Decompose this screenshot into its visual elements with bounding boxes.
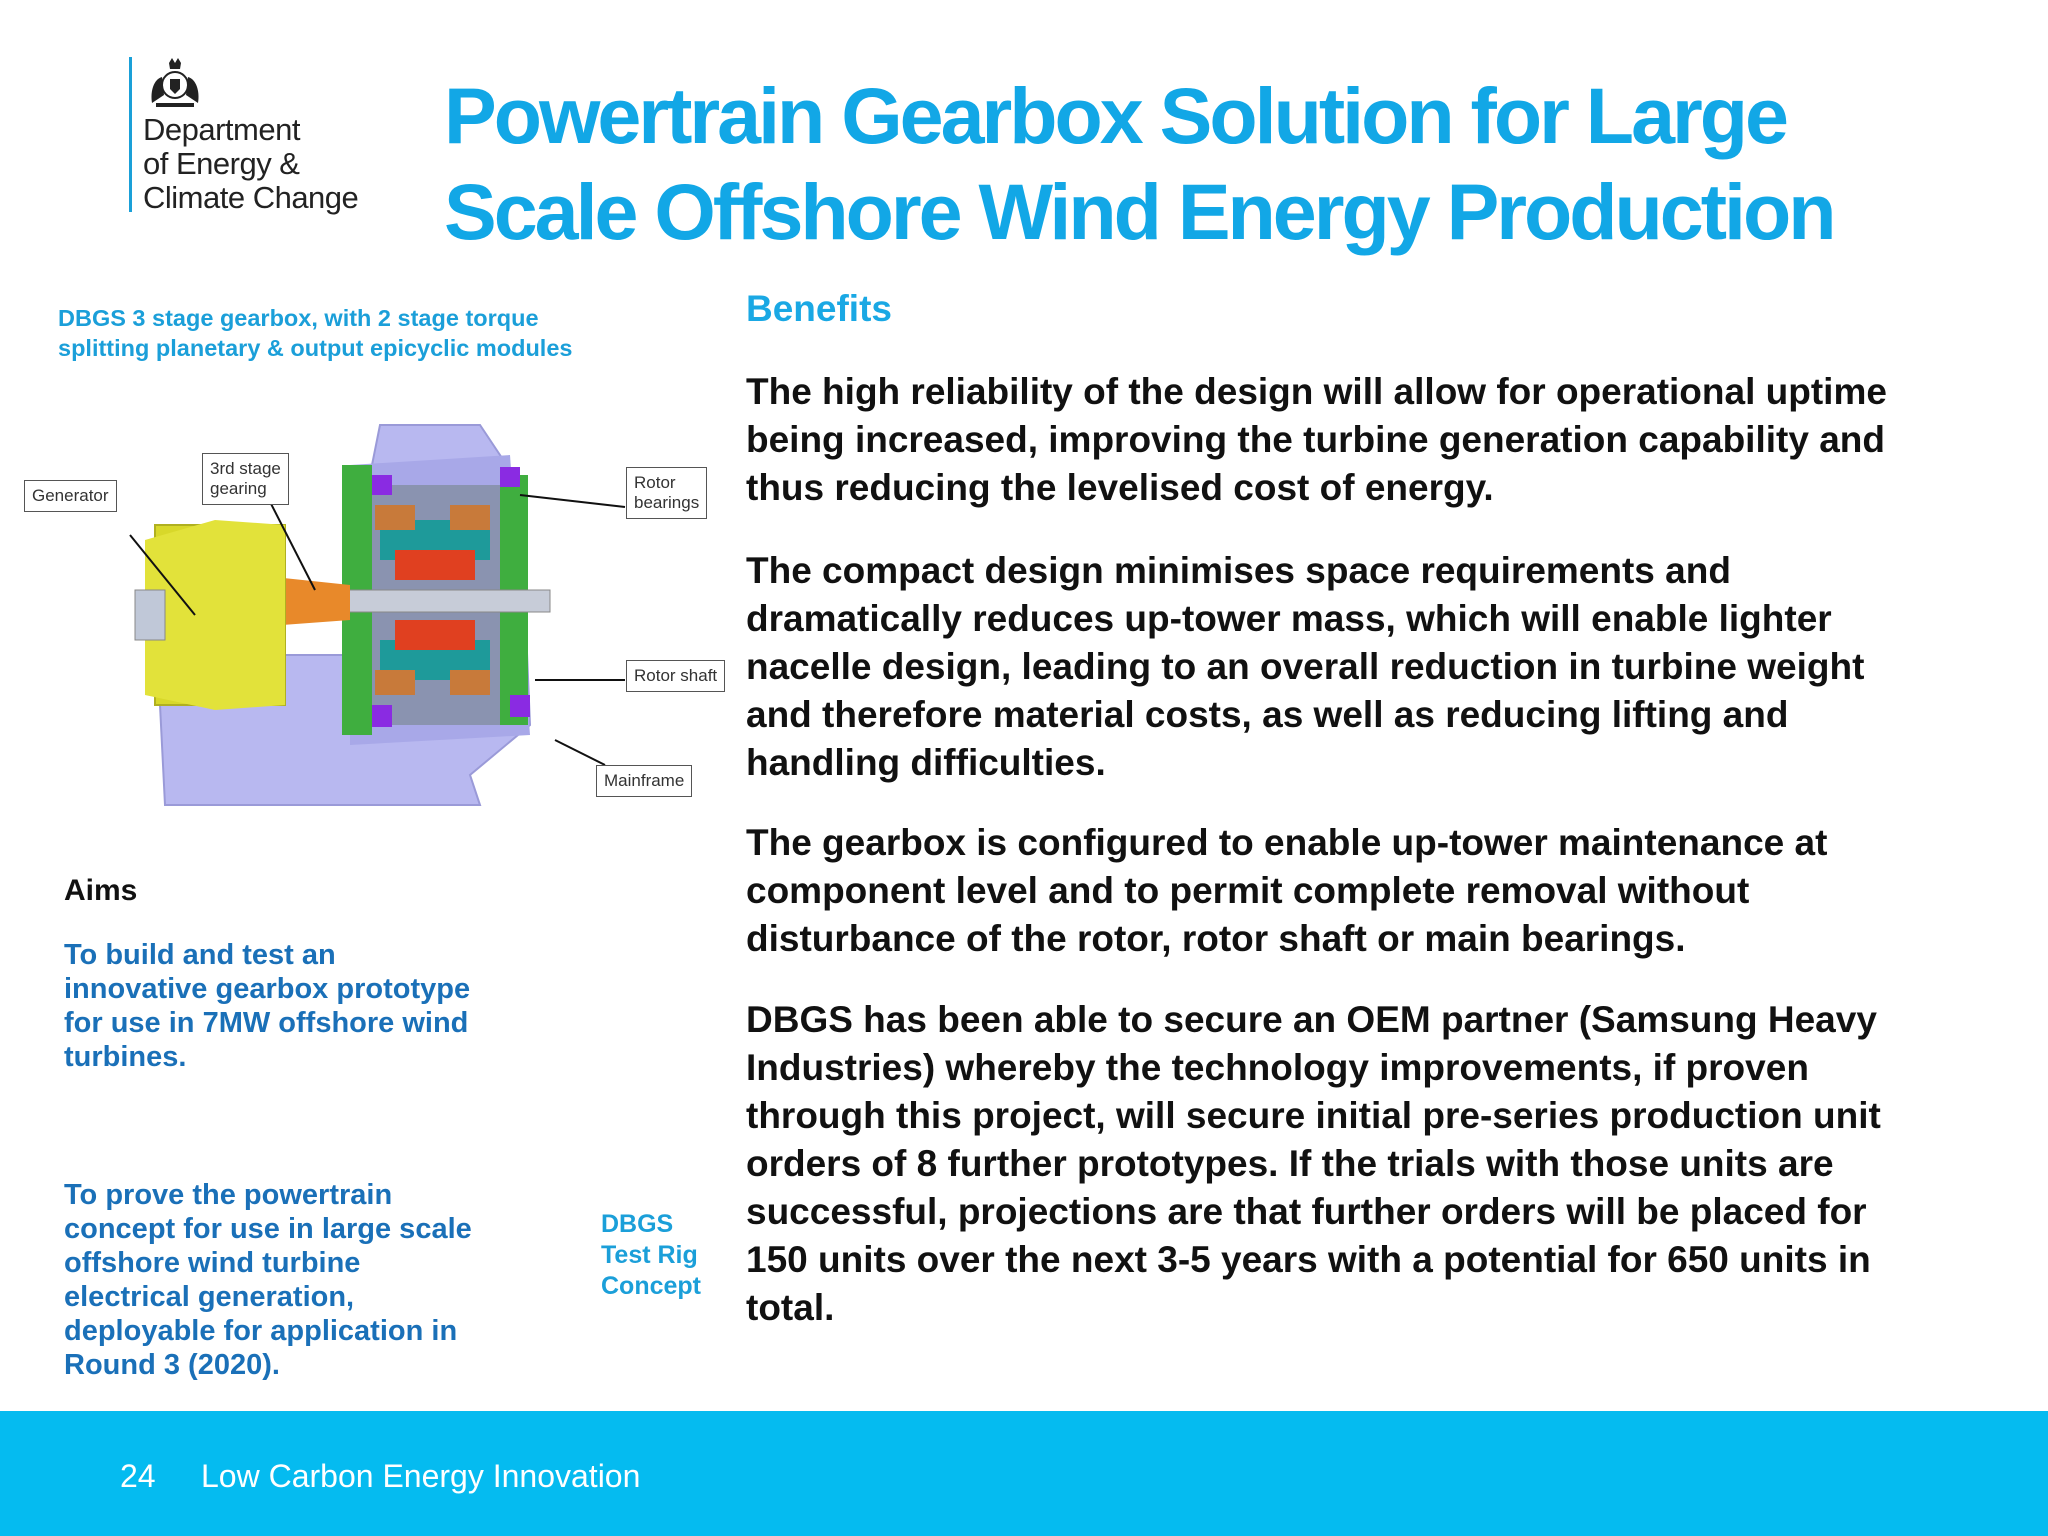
benefit-paragraph-1: The high reliability of the design will allow for operational uptime being increased, improving the turbine generation capability and thus reducing the levelised cost of energy. [746,371,1887,508]
label-mainframe: Mainframe [596,765,692,797]
test-rig-label: DBGS Test Rig Concept [601,1210,701,1300]
page-number: 24 [120,1458,156,1494]
title-line-1: Powertrain Gearbox Solution for Large [444,71,1786,160]
slide-title [444,68,2004,260]
caption-line-1: DBGS 3 stage gearbox, with 2 stage torque [58,305,539,331]
royal-crest-icon [144,55,206,111]
benefit-paragraph-4: DBGS has been able to secure an OEM partner (Samsung Heavy Industries) whereby the technology improvements, if proven through this project, will secure initial pre-series production unit orders of 8 further prototypes. If the trials with those units are successful, projections are that further orders will be placed for 150 units over the next 3-5 years with a potential for 650 units in total. [746,999,1881,1328]
department-name [143,113,358,215]
dept-line-2: of Energy & [143,146,300,181]
benefits-heading: Benefits [746,288,892,329]
dept-line-3: Climate Change [143,180,359,215]
label-rotor-shaft: Rotor shaft [626,660,725,692]
dept-logo [126,55,386,215]
caption-line-2: splitting planetary & output epicyclic modules [58,335,573,361]
logo-divider [129,57,132,212]
label-generator: Generator [24,480,117,512]
benefit-paragraph-3: The gearbox is configured to enable up-tower maintenance at component level and to permit complete removal without disturbance of the rotor, rotor shaft or main bearings. [746,822,1828,959]
gearbox-diagram [20,405,720,815]
label-rotor-bearings: Rotor bearings [626,467,707,519]
title-line-2: Scale Offshore Wind Energy Production [444,167,1834,256]
aim-item-1: To build and test an innovative gearbox prototype for use in 7MW offshore wind turbines. [64,939,471,1073]
benefit-paragraph-2: The compact design minimises space requirements and dramatically reduces up-tower mass, which will enable lighter nacelle design, leading to an overall reduction in turbine weight and therefore material costs, as well as reducing lifting and handling difficulties. [746,550,1865,783]
aim-item-2: To prove the powertrain concept for use in large scale offshore wind turbine electrical generation, deployable for application in Round 3 (2020). [64,1179,472,1381]
aims-heading: Aims [64,874,138,907]
dept-line-1: Department [143,112,300,147]
gearbox-illustration [20,405,720,815]
footer-title: Low Carbon Energy Innovation [201,1458,641,1494]
label-third-stage-gearing: 3rd stage gearing [202,453,289,505]
figure-caption [58,303,658,363]
